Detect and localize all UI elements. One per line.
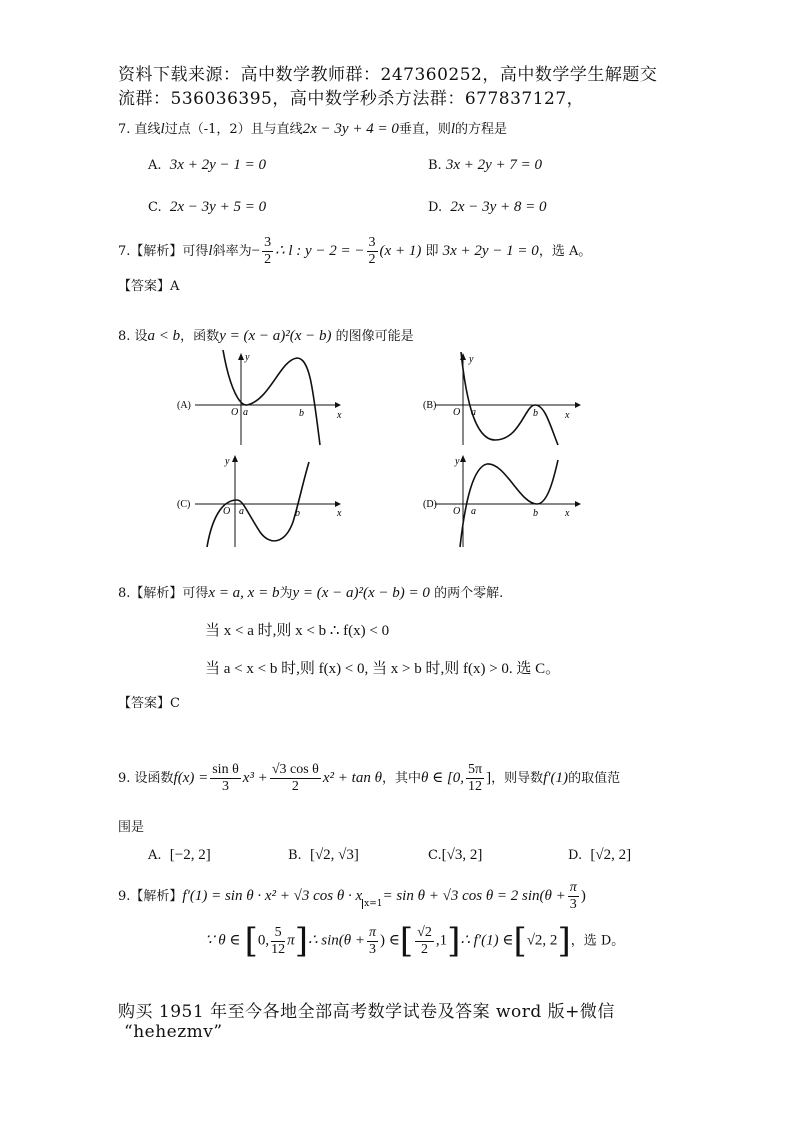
q7-var-l: l — [160, 121, 165, 137]
graph-a-label: (A) — [177, 400, 191, 411]
q7-stem-c: 垂直，则 — [398, 122, 451, 137]
graph-d-pb: b — [533, 508, 538, 519]
graph-a-pa: a — [243, 407, 248, 418]
q9-x2: x² + tan θ — [322, 770, 382, 786]
q7-option-a — [148, 157, 266, 174]
graph-a-pb: b — [299, 408, 304, 419]
graph-c-label: (C) — [177, 499, 191, 510]
q9-sol-int: √2, 2 — [526, 932, 558, 949]
q9-range-pre: θ ∈ [0, — [420, 770, 465, 786]
q7-opt-c-text: 2x − 3y + 5 = 0 — [169, 199, 267, 215]
graph-b-y: y — [469, 354, 474, 365]
q7-frac2-den: 2 — [368, 252, 376, 267]
graph-c-y: y — [225, 456, 230, 467]
q9-two: 2 — [420, 941, 428, 957]
q9-frac-2 — [270, 762, 321, 795]
q9-option-d — [568, 847, 631, 864]
q7-opt-c-label: C. — [148, 200, 162, 215]
q9-because: ∵ θ ∈ — [205, 932, 241, 949]
q9-stem-d: 的取值范 — [568, 771, 621, 786]
q9-opt-d-text: [√2, 2] — [590, 847, 632, 863]
q7-sol-neg: − — [251, 243, 261, 259]
q8-cond: a < b — [147, 328, 181, 344]
q8-answer: 【答案】C — [118, 696, 180, 711]
q7-sol-l: l — [208, 243, 213, 259]
q9-frac-range — [466, 762, 484, 795]
graph-c-x: x — [337, 508, 342, 519]
q9-three-b: 3 — [369, 941, 376, 957]
q7-opt-d-text: 2x − 3y + 8 = 0 — [450, 199, 547, 215]
q8-sol-roots: x = a, x = b — [208, 585, 280, 601]
q7-stem — [118, 118, 507, 138]
q9-pi: π — [569, 880, 577, 895]
q9-sol-prefix: 9.【解析】 — [118, 889, 183, 904]
q9-opt-c-text: [√3, 2] — [441, 847, 483, 863]
q9-opt-a-label: A. — [148, 848, 162, 863]
q7-answer: 【答案】A — [118, 279, 180, 294]
q8-sol-wei: 为 — [279, 586, 293, 601]
q7-stem-b: 过点（-1，2）且与直线 — [164, 122, 303, 137]
q9-frac-sqrt2 — [415, 925, 434, 958]
q9-option-a — [148, 847, 211, 864]
graph-d — [425, 452, 585, 556]
q7-var-l-2: l — [450, 121, 456, 137]
graph-b-pa: a — [471, 407, 476, 418]
footer-line1: 购买 1951 年至今各地全部高考数学试卷及答案 word 版+微信 — [118, 1002, 615, 1022]
q9-pi3-frac — [568, 880, 579, 913]
q8-stem-b: ，函数 — [180, 329, 220, 344]
q7-opt-a-label: A. — [148, 158, 162, 173]
q7-stem-d: 的方程是 — [455, 122, 508, 137]
q8-sol-prefix: 8.【解析】可得 — [118, 586, 209, 601]
graph-b-label: (B) — [423, 400, 437, 411]
source-header-line1: 资料下载来源：高中数学教师群：247360252，高中数学学生解题交 — [118, 65, 658, 85]
q9-f-lhs: f(x) = — [173, 770, 209, 786]
q9-opt-b-label: B. — [288, 848, 302, 863]
graph-c — [177, 452, 345, 556]
q8-solution-line3: 当 a < x < b 时,则 f(x) < 0, 当 x > b 时,则 f(x) > 0. 选 C。 — [205, 661, 561, 677]
q7-opt-d-label: D. — [428, 200, 443, 215]
graph-b-x: x — [565, 410, 570, 421]
graph-c-o: O — [223, 506, 231, 517]
q7-sol-ji: 即 — [425, 244, 439, 259]
q9-stem-b: ，其中 — [381, 771, 421, 786]
q7-frac2-num: 3 — [368, 235, 376, 250]
graph-d-o: O — [453, 506, 461, 517]
q7-stem-a: 7. 直线 — [118, 122, 161, 137]
q9-frac-pi3-b — [367, 925, 378, 958]
q9-solution-line1: 9.【解析】f′(1) = sin θ · x² + √3 cos θ · x $_{x=1}$= sin θ + √3 cos θ = 2 sin(θ + $\frac{\pi}{3}$ ) — [118, 880, 586, 912]
graph-d-pa: a — [471, 506, 476, 517]
q9-zero: 0, — [257, 932, 270, 949]
q9-three: 3 — [569, 897, 577, 912]
graph-a-y: y — [245, 352, 250, 363]
q9-option-c — [428, 847, 482, 864]
q9-frac-1 — [210, 762, 241, 795]
q7-sol-end: ，选 A。 — [538, 244, 592, 259]
q9-opt-d-label: D. — [568, 848, 583, 863]
q7-opt-a-text: 3x + 2y − 1 = 0 — [169, 157, 266, 173]
q9-pi-b: π — [369, 924, 377, 940]
q9-stem — [118, 762, 620, 795]
q9-frac-5-12 — [271, 925, 285, 958]
graph-d-x: x — [565, 508, 570, 519]
footer-line2: “hehezmv” — [124, 1022, 223, 1042]
q9-n1: sin θ — [212, 762, 239, 777]
q9-x3: x³ + — [242, 770, 268, 786]
q9-rn: 5π — [468, 762, 483, 777]
q9-option-b — [288, 847, 359, 864]
q7-sol-eq: 3x + 2y − 1 = 0 — [442, 243, 539, 259]
graph-b-o: O — [453, 407, 461, 418]
q7-opt-b-label: B. — [428, 158, 442, 173]
q7-sol-therefore: ∴ l : y − 2 = − — [275, 243, 365, 259]
q8-sol-end: 的两个零解. — [434, 586, 504, 601]
q9-range-post: ] — [486, 770, 492, 786]
graph-d-label: (D) — [423, 499, 437, 510]
q9-pi-tail: π — [287, 932, 295, 949]
q7-option-c — [148, 199, 266, 216]
graph-c-pa: a — [239, 506, 244, 517]
q9-sol-mid: ∴ sin(θ + — [307, 932, 365, 949]
q9-stem-cont: 围是 — [118, 820, 145, 835]
q8-solution-line2: 当 x < a 时,则 x < b ∴ f(x) < 0 — [205, 623, 390, 639]
q8-stem — [118, 325, 414, 345]
q7-frac-den: 2 — [264, 252, 272, 267]
q9-d1: 3 — [222, 779, 229, 794]
q7-option-d — [428, 199, 547, 216]
graph-b-pb: b — [533, 408, 538, 419]
q9-five: 5 — [271, 925, 285, 942]
q7-solution — [118, 235, 591, 268]
q9-sol-line1b: = sin θ + √3 cos θ = 2 sin(θ + — [382, 888, 566, 904]
graph-b — [425, 350, 585, 454]
q9-rd: 12 — [468, 779, 483, 794]
q9-sol-sub: x=1 — [364, 899, 383, 909]
q9-n2: √3 cos θ — [271, 762, 319, 777]
q9-deriv: f′(1) — [543, 770, 569, 786]
q9-sol-f: ∴ f′(1) ∈ — [460, 932, 514, 949]
graph-c-pb: b — [295, 508, 300, 519]
q9-opt-b-text: [√2, √3] — [309, 847, 359, 863]
q7-sol-mid: 斜率为 — [212, 244, 252, 259]
q9-twelve: 12 — [271, 941, 286, 957]
q8-sol-eq: y = (x − a)²(x − b) = 0 — [292, 585, 430, 601]
q9-sqrt2: √2 — [417, 924, 432, 940]
graph-a-x: x — [337, 410, 342, 421]
q8-func: y = (x − a)²(x − b) — [219, 328, 332, 344]
q7-sol-tail: (x + 1) — [379, 243, 422, 259]
q9-one: ,1 — [435, 932, 448, 949]
q9-opt-a-text: [−2, 2] — [169, 847, 211, 863]
q9-stem-a: 9. 设函数 — [118, 771, 174, 786]
q9-solution-line2: ∵ θ ∈ [0, $\frac{5}{12}$ π]∴ sin(θ + $\frac{\pi}{3}$ ) ∈[ $\frac{√2}{2}$ ,1]∴ f′(1) ∈[√2, 2]，选 D。 — [205, 921, 625, 961]
q7-slope-fraction-2 — [367, 235, 378, 268]
source-header-line2: 流群：536036395，高中数学秒杀方法群：677837127， — [118, 89, 585, 109]
q9-d2: 2 — [291, 779, 299, 794]
q8-stem-c: 的图像可能是 — [335, 329, 414, 344]
q7-option-b — [428, 157, 542, 174]
q8-solution — [118, 582, 503, 602]
q9-sol-end: ，选 D。 — [570, 933, 625, 949]
graph-a — [177, 350, 345, 454]
q7-slope-fraction — [262, 235, 273, 268]
q7-line-eq: 2x − 3y + 4 = 0 — [302, 121, 399, 137]
q7-frac-num: 3 — [264, 235, 272, 250]
q9-sol-mid2: ) ∈ — [380, 932, 400, 949]
q9-opt-c-label: C. — [428, 848, 442, 863]
q9-sol-line1: f′(1) = sin θ · x² + √3 cos θ · x — [182, 888, 363, 904]
graph-a-o: O — [231, 407, 239, 418]
q7-opt-b-text: 3x + 2y + 7 = 0 — [445, 157, 543, 173]
q9-stem-c: ，则导数 — [491, 771, 544, 786]
graph-d-y: y — [455, 456, 460, 467]
q8-stem-a: 8. 设 — [118, 329, 148, 344]
q7-sol-prefix: 7.【解析】可得 — [118, 244, 209, 259]
